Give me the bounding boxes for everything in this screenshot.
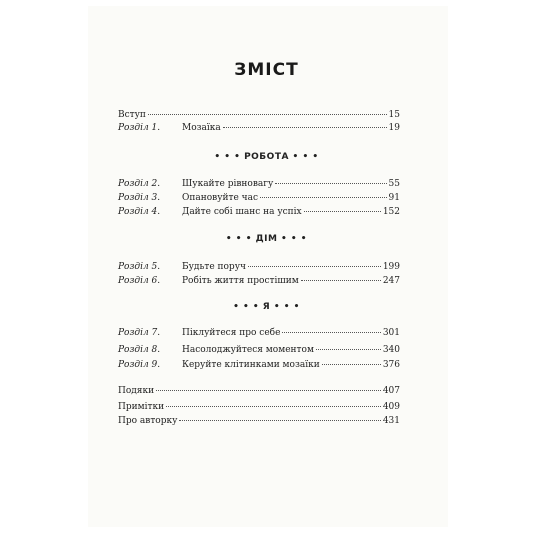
toc-entry-chapter-7 — [118, 326, 400, 340]
dot-leader — [301, 279, 381, 281]
page-number: 55 — [388, 179, 400, 189]
page-number: 407 — [382, 386, 400, 396]
page-number: 340 — [382, 345, 400, 355]
entry-title: Дайте собі шанс на успіх — [182, 207, 302, 217]
toc-entry-acknowledgements — [118, 384, 400, 398]
page-number: 431 — [382, 416, 400, 426]
section-heading-home: • • • ДІМ • • • — [225, 234, 308, 244]
dot-leader — [156, 389, 381, 391]
dot-leader — [316, 348, 381, 350]
toc-entry-about-author — [118, 414, 400, 428]
entry-title: Насолоджуйтеся моментом — [182, 345, 314, 355]
page-number: 247 — [382, 276, 400, 286]
toc-entry-chapter-6 — [118, 274, 400, 288]
toc-entry-chapter-2 — [118, 177, 400, 191]
page-number: 15 — [388, 110, 400, 120]
dot-leader — [179, 419, 380, 421]
page-number: 376 — [382, 360, 400, 370]
entry-title: Робіть життя простішим — [182, 276, 299, 286]
entry-title: Шукайте рівновагу — [182, 179, 274, 189]
toc-entry-chapter-8 — [118, 343, 400, 357]
toc-entry-notes — [118, 400, 400, 414]
chapter-label: Розділ 3. — [118, 193, 161, 203]
entry-title: Піклуйтеся про себе — [182, 328, 281, 338]
page-number: 301 — [382, 328, 400, 338]
section-heading-work: • • • РОБОТА • • • — [214, 152, 319, 162]
entry-title: Керуйте клітинками мозаїки — [182, 360, 320, 370]
chapter-label: Розділ 5. — [118, 262, 161, 272]
entry-title: Будьте поруч — [182, 262, 246, 272]
chapter-label: Розділ 1. — [118, 123, 161, 133]
chapter-label: Розділ 9. — [118, 360, 161, 370]
toc-entry-intro — [118, 108, 400, 122]
toc-entry-chapter-9 — [118, 358, 400, 372]
entry-title: Мозаїка — [182, 123, 221, 133]
entry-title: Опановуйте час — [182, 193, 259, 203]
chapter-label: Розділ 6. — [118, 276, 161, 286]
toc-entry-chapter-3 — [118, 191, 400, 205]
dot-leader — [148, 113, 387, 115]
chapter-label: Розділ 8. — [118, 345, 161, 355]
entry-title: Про авторку — [118, 416, 178, 426]
page-number: 152 — [382, 207, 400, 217]
entry-title: Подяки — [118, 386, 155, 396]
dot-leader — [275, 182, 386, 184]
page-number: 199 — [382, 262, 400, 272]
dot-leader — [282, 331, 380, 333]
dot-leader — [223, 126, 387, 128]
entry-title: Вступ — [118, 110, 146, 120]
chapter-label: Розділ 2. — [118, 179, 161, 189]
toc-entry-chapter-1 — [118, 121, 400, 135]
page-title: ЗМІСТ — [234, 60, 299, 80]
page-number: 91 — [388, 193, 400, 203]
dot-leader — [166, 405, 381, 407]
page-number: 409 — [382, 402, 400, 412]
chapter-label: Розділ 7. — [118, 328, 161, 338]
dot-leader — [304, 210, 381, 212]
dot-leader — [260, 196, 387, 198]
dot-leader — [248, 265, 381, 267]
chapter-label: Розділ 4. — [118, 207, 161, 217]
toc-entry-chapter-4 — [118, 205, 400, 219]
toc-entry-chapter-5 — [118, 260, 400, 274]
section-heading-self: • • • Я • • • — [233, 302, 300, 312]
dot-leader — [322, 363, 381, 365]
entry-title: Примітки — [118, 402, 165, 412]
page-number: 19 — [388, 123, 400, 133]
